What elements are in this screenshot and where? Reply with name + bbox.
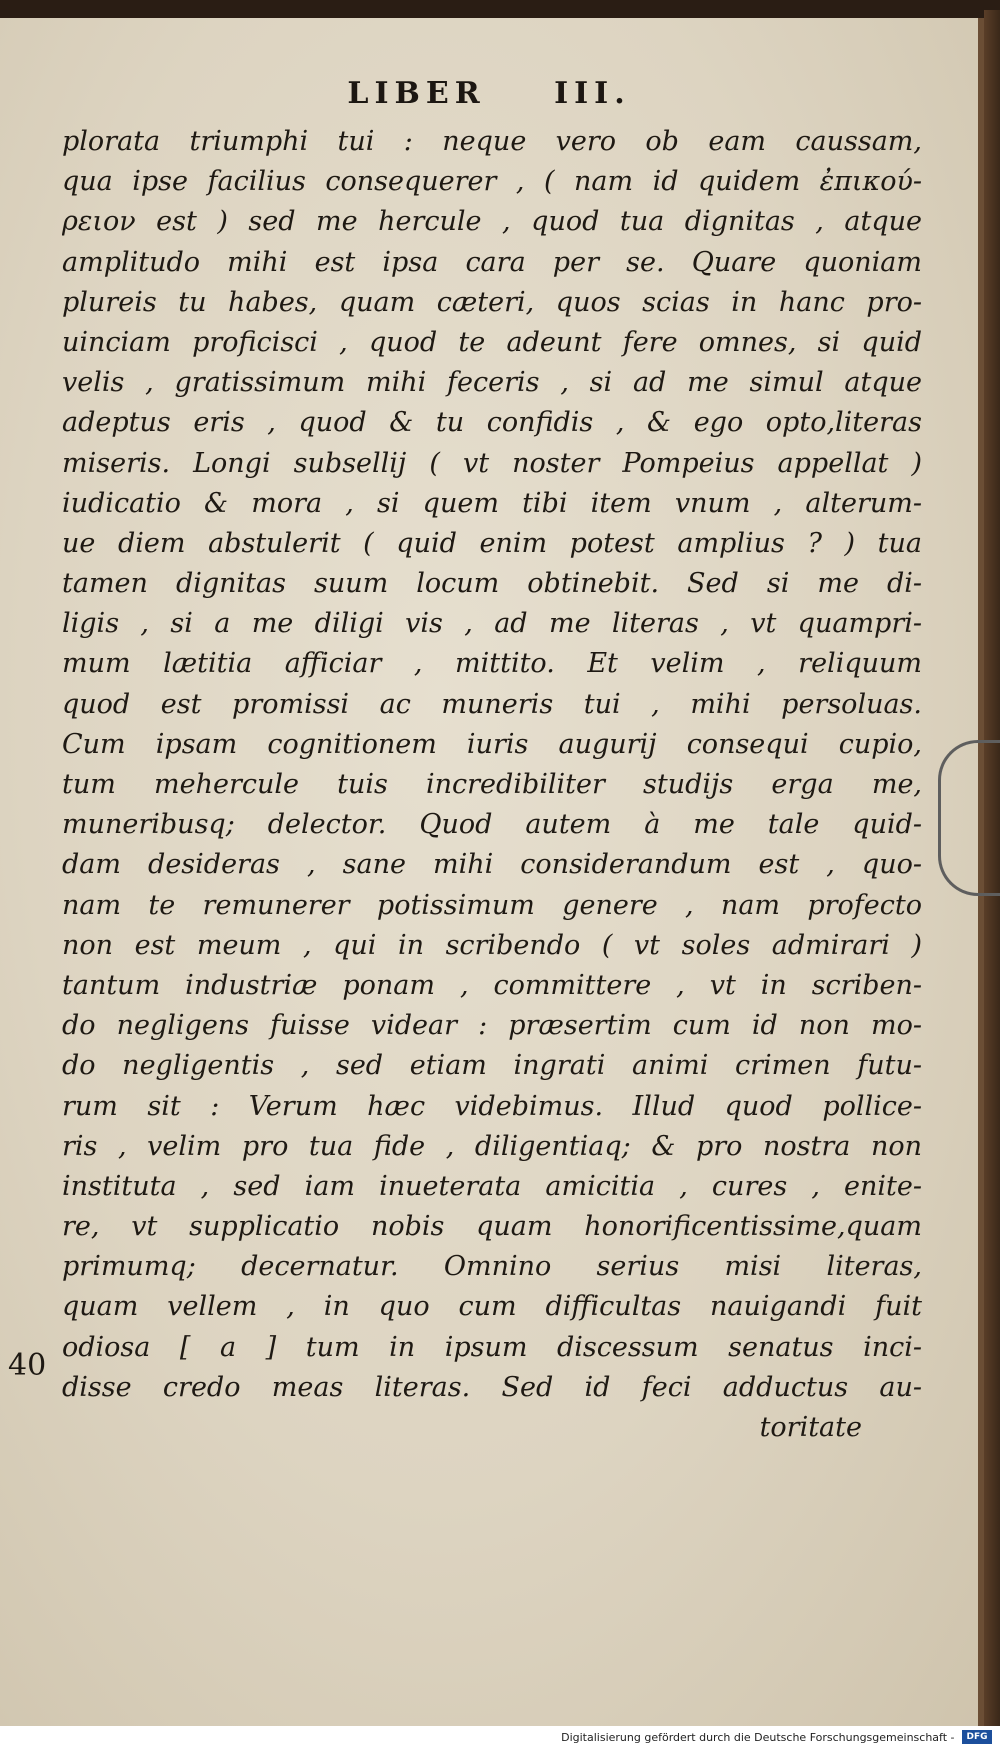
header-liber: LIBER (347, 76, 486, 111)
footer-credit-text: Digitalisierung gefördert durch die Deutsche Forschungsgemeinschaft - (561, 1731, 955, 1744)
text-line-12: tamen dignitas suum locum obtinebit. Sed si me di- (62, 568, 922, 600)
text-line-24: do negligentis , sed etiam ingrati animi crimen futu- (62, 1050, 922, 1082)
text-line-20: nam te remunerer potissimum genere , nam profecto (62, 889, 922, 921)
text-line-30: quam vellem , in quo cum difficultas nauigandi fuit (62, 1291, 922, 1323)
text-line-10: iudicatio & mora , si quem tibi item vnum , alterum- (62, 487, 922, 519)
text-line-22: tantum industriæ ponam , committere , vt in scriben- (62, 969, 922, 1001)
page-sheet (0, 18, 984, 1726)
running-header (0, 76, 978, 111)
text-line-13: ligis , si a me diligi vis , ad me literas , vt quampri- (62, 608, 922, 640)
text-line-5: plureis tu habes, quam cæteri, quos scias in hanc pro- (62, 286, 922, 318)
text-line-19: dam desideras , sane mihi considerandum est , quo- (62, 849, 922, 881)
text-line-6: uinciam proficisci , quod te adeunt fere omnes, si quid (62, 326, 922, 358)
text-line-2: qua ipse facilius consequerer , ( nam id quidem ἐπικού- (62, 166, 922, 198)
text-line-21: non est meum , qui in scribendo ( vt soles admirari ) (62, 929, 922, 961)
text-line-32: disse credo meas literas. Sed id feci adductus au- (62, 1371, 922, 1403)
margin-line-number: 40 (8, 1348, 47, 1383)
text-line-15: quod est promissi ac muneris tui , mihi persoluas. (62, 688, 922, 720)
header-book-number: III. (554, 76, 631, 111)
text-line-16: Cum ipsam cognitionem iuris augurij consequi cupio, (62, 728, 922, 760)
text-line-3: ρειον est ) sed me hercule , quod tua dignitas , atque (62, 206, 922, 238)
text-line-29: primumq; decernatur. Omnino serius misi literas, (62, 1251, 922, 1283)
text-line-27: instituta , sed iam inueterata amicitia , cures , enite- (62, 1170, 922, 1202)
catchword: toritate (759, 1412, 862, 1443)
text-line-28: re, vt supplicatio nobis quam honorificentissime,quam (62, 1211, 922, 1243)
text-line-9: miseris. Longi subsellij ( vt noster Pompeius appellat ) (62, 447, 922, 479)
text-line-26: ris , velim pro tua fide , diligentiaq; & pro nostra non (62, 1130, 922, 1162)
text-line-7: velis , gratissimum mihi feceris , si ad me simul atque (62, 367, 922, 399)
body-text (62, 122, 922, 1448)
text-line-25: rum sit : Verum hæc videbimus. Illud quod pollice- (62, 1090, 922, 1122)
text-line-18: muneribusq; delector. Quod autem à me tale quid- (62, 809, 922, 841)
text-line-8: adeptus eris , quod & tu confidis , & ego opto,literas (62, 407, 922, 439)
text-line-23: do negligens fuisse videar : præsertim cum id non mo- (62, 1010, 922, 1042)
text-line-1: plorata triumphi tui : neque vero ob eam caussam, (62, 126, 922, 157)
text-line-11: ue diem abstulerit ( quid enim potest amplius ? ) tua (62, 527, 922, 559)
text-line-17: tum mehercule tuis incredibiliter studijs erga me, (62, 769, 922, 800)
text-line-31: odiosa [ a ] tum in ipsum discessum senatus inci- (62, 1331, 922, 1363)
dfg-logo-icon: DFG (962, 1730, 992, 1744)
digitization-footer (0, 1726, 1000, 1749)
text-line-14: mum lætitia afficiar , mittito. Et velim , reliquum (62, 648, 922, 680)
text-line-4: amplitudo mihi est ipsa cara per se. Quare quoniam (62, 246, 922, 278)
page-clip (938, 740, 1000, 896)
